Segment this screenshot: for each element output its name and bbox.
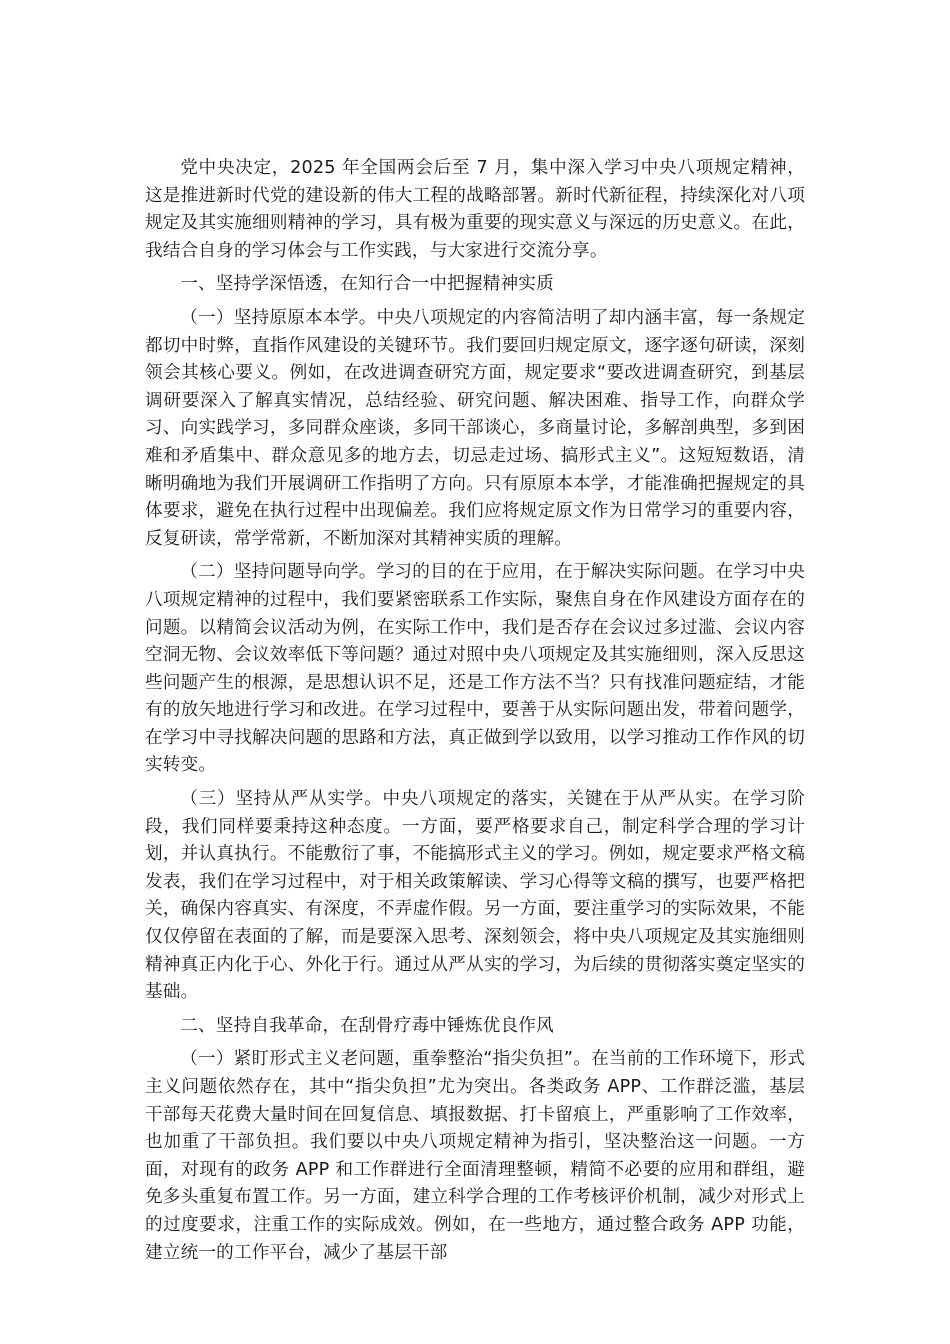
subsection-paragraph-1-1: （一）坚持原原本本学。中央八项规定的内容简洁明了却内涵丰富，每一条规定都切中时弊，直指作风建设的关键环节。我们要回归规定原文，逐字逐句研读，深刻领会其核心要义。例如，在改进调查研究方面，规定要求“要改进调查研究，到基层调研要深入了解真实情况，总结经验、研究问题、解决困难、指导工作，向群众学习、向实践学习，多同群众座谈，多同干部谈心，多商量讨论，多解剖典型，多到困难和矛盾集中、群众意见多的地方去，切忌走过场、搞形式主义”。这短短数语，清晰明确地为我们开展调研工作指明了方向。只有原原本本学，才能准确把握规定的具体要求，避免在执行过程中出现偏差。我们应将规定原文作为日常学习的重要内容，反复研读，常学常新，不断加深对其精神实质的理解。 (145, 307, 805, 549)
subsection-paragraph-1-2: （二）坚持问题导向学。学习的目的在于应用，在于解决实际问题。在学习中央八项规定精神的过程中，我们要紧密联系工作实际，聚焦自身在作风建设方面存在的问题。以精简会议活动为例，在实际工作中，我们是否存在会议过多过滥、会议内容空洞无物、会议效率低下等问题？通过对照中央八项规定及其实施细则，深入反思这些问题产生的根源，是思想认识不足，还是工作方法不当？只有找准问题症结，才能有的放矢地进行学习和改进。在学习过程中，要善于从实际问题出发，带着问题学，在学习中寻找解决问题的思路和方法，真正做到学以致用，以学习推动工作作风的切实转变。 (145, 562, 805, 776)
subsection-paragraph-1-3: （三）坚持从严从实学。中央八项规定的落实，关键在于从严从实。在学习阶段，我们同样要秉持这种态度。一方面，要严格要求自己，制定科学合理的学习计划，并认真执行。不能敷衍了事，不能搞形式主义的学习。例如，规定要求严格文稿发表，我们在学习过程中，对于相关政策解读、学习心得等文稿的撰写，也要严格把关，确保内容真实、有深度，不弄虚作假。另一方面，要注重学习的实际效果，不能仅仅停留在表面的了解，而是要深入思考、深刻领会，将中央八项规定及其实施细则精神真正内化于心、外化于行。通过从严从实的学习，为后续的贯彻落实奠定坚实的基础。 (145, 789, 805, 1003)
section-heading-1: 一、坚持学深悟透，在知行合一中把握精神实质 (180, 274, 554, 295)
intro-paragraph: 党中央决定，2025 年全国两会后至 7 月，集中深入学习中央八项规定精神，这是推进新时代党的建设新的伟大工程的战略部署。新时代新征程，持续深化对八项规定及其实施细则精神的学习，具有极为重要的现实意义与深远的历史意义。在此，我结合自身的学习体会与工作实践，与大家进行交流分享。 (145, 158, 805, 261)
document-page (145, 155, 805, 1267)
subsection-paragraph-2-1: （一）紧盯形式主义老问题，重拳整治“指尖负担”。在当前的工作环境下，形式主义问题依然存在，其中“指尖负担”尤为突出。各类政务 APP、工作群泛滥，基层干部每天花费大量时间在回复信息、填报数据、打卡留痕上，严重影响了工作效率，也加重了干部负担。我们要以中央八项规定精神为指引，坚决整治这一问题。一方面，对现有的政务 APP 和工作群进行全面清理整顿，精简不必要的应用和群组，避免多头重复布置工作。另一方面，建立科学合理的工作考核评价机制，减少对形式上的过度要求，注重工作的实际成效。例如，在一些地方，通过整合政务 APP 功能，建立统一的工作平台，减少了基层干部 (145, 1049, 805, 1263)
section-heading-2: 二、坚持自我革命，在刮骨疗毒中锤炼优良作风 (180, 1015, 554, 1036)
